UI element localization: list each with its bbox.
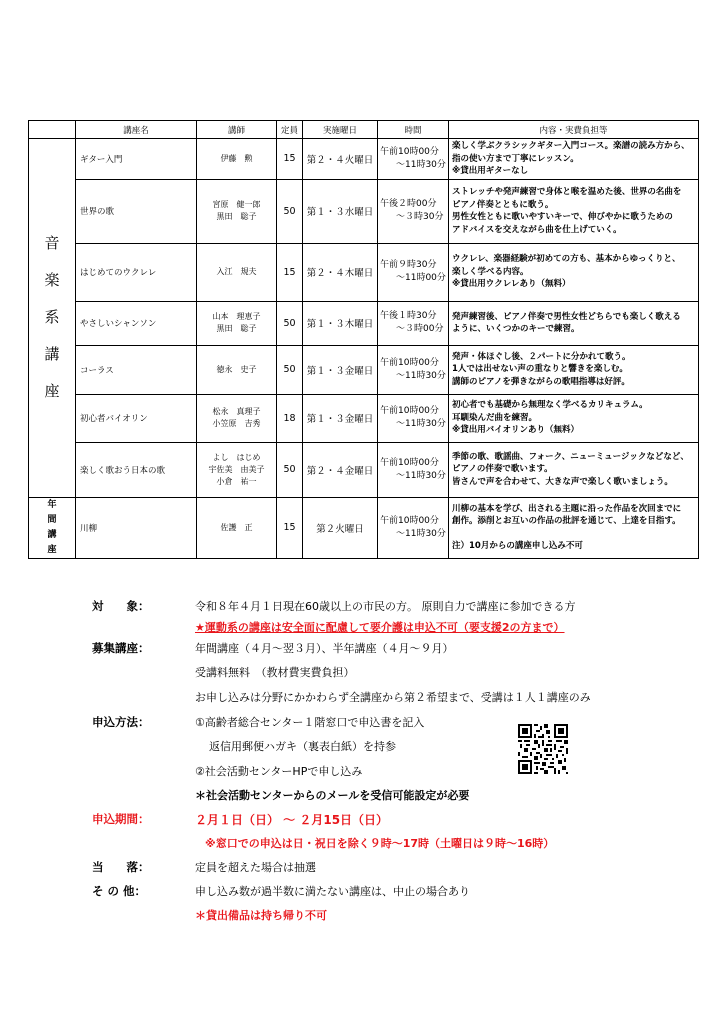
description-line: 皆さんで声を合わせて、大きな声で楽しく歌いましょう。 — [452, 476, 673, 487]
table-header-row — [29, 121, 699, 139]
course-row — [29, 243, 699, 301]
capacity: 15 — [277, 497, 303, 558]
method-note-row — [92, 787, 712, 809]
category-music — [29, 139, 76, 498]
header-day: 実施曜日 — [303, 121, 378, 139]
method-row — [92, 714, 712, 736]
other-label: そ の 他： — [92, 884, 147, 898]
description-line: 発声・体ほぐし後、２パートに分かれて歌う。 — [452, 351, 631, 362]
category-char: 座 — [47, 544, 57, 555]
other-note: ＊貸出備品は持ち帰り不可 — [195, 909, 327, 922]
category-annual — [29, 497, 76, 558]
time-end: ～11時30分 — [396, 419, 446, 429]
time-cell — [378, 345, 449, 394]
method-row-3 — [92, 763, 712, 785]
description-line: ストレッチや発声練習で身体と喉を温めた後、世界の名曲を — [452, 187, 682, 197]
course-row — [29, 345, 699, 394]
lottery-label: 当 落： — [92, 860, 150, 874]
period-note: ※窓口での申込は日・祝日を除く９時～17時（土曜日は９時～16時） — [205, 837, 555, 850]
recruit-row — [92, 640, 712, 662]
qr-code-icon[interactable] — [518, 724, 568, 774]
description-cell — [449, 394, 699, 442]
instructor-name: 黒田 聡子 — [216, 324, 257, 333]
instructor-name: 宇佐美 由美子 — [208, 464, 265, 474]
description-line: 楽しく学ぶクラシックギター入門コース。楽譜の読み方から、 — [452, 141, 690, 151]
target-note-row — [92, 619, 712, 641]
instructor-name: 宮原 健一郎 — [212, 200, 261, 209]
target-text: 令和８年４月１日現在60歳以上の市民の方。 原則自力で講座に参加できる方 — [195, 600, 576, 613]
category-char: 講 — [44, 345, 60, 364]
time-cell — [378, 139, 449, 180]
time-end: ～11時30分 — [396, 528, 446, 539]
course-row — [29, 179, 699, 243]
time-start: 午前10時00分 — [380, 357, 439, 368]
instructor-name: 小倉 祐一 — [216, 476, 257, 486]
instructor-name: 山本 理恵子 — [212, 312, 261, 321]
description-cell — [449, 497, 699, 558]
period-note-row — [92, 835, 712, 857]
description-cell — [449, 139, 699, 180]
description-line: 楽しく学べる内容。 — [452, 266, 529, 277]
time-end: ～３時30分 — [396, 212, 444, 222]
time-end: ～３時00分 — [396, 324, 444, 334]
target-note: ★運動系の講座は安全面に配慮して要介護は申込不可（要支援2の方まで） — [195, 621, 565, 634]
description-cell — [449, 301, 699, 345]
schedule-day: 第１・３水曜日 — [303, 179, 378, 243]
other-row — [92, 883, 712, 905]
header-course-name: 講座名 — [76, 121, 197, 139]
method-text-3: ②社会活動センターHPで申し込み — [195, 765, 363, 778]
instructor-cell — [197, 394, 277, 442]
capacity: 50 — [277, 179, 303, 243]
description-line: 初心者でも基礎から無理なく学べるカリキュラム。 — [452, 400, 648, 411]
capacity: 15 — [277, 139, 303, 180]
category-char: 系 — [44, 308, 60, 327]
time-end: ～11時30分 — [396, 159, 446, 170]
description-line: 創作。添削とお互いの作品の批評を通じて、上達を目指す。 — [452, 516, 681, 526]
course-row — [29, 301, 699, 345]
description-line: ※貸出用ギターなし — [452, 166, 529, 176]
course-name: 初心者バイオリン — [76, 394, 197, 442]
instructor-cell — [197, 301, 277, 345]
capacity: 50 — [277, 301, 303, 345]
recruit-row-3 — [92, 689, 712, 711]
category-char: 座 — [44, 382, 60, 401]
description-line: 注）10月からの講座申し込み不可 — [452, 541, 583, 551]
instructor-name: 入江 規夫 — [216, 267, 257, 276]
description-cell — [449, 179, 699, 243]
recruit-text-3: お申し込みは分野にかかわらず全講座から第２希望まで、受講は１人１講座のみ — [195, 691, 591, 704]
instructor-name: 松永 真理子 — [212, 407, 261, 416]
course-name: やさしいシャンソン — [76, 301, 197, 345]
schedule-day: 第２・４金曜日 — [303, 442, 378, 497]
header-time: 時間 — [378, 121, 449, 139]
schedule-day: 第１・３木曜日 — [303, 301, 378, 345]
instructor-name: 小笠原 吉秀 — [212, 419, 261, 428]
recruit-label: 募集講座： — [92, 641, 150, 655]
time-end: ～11時30分 — [396, 470, 446, 481]
method-row-2 — [92, 738, 712, 760]
other-note-row — [92, 907, 712, 929]
header-blank — [29, 121, 76, 139]
instructor-cell — [197, 139, 277, 180]
course-name: はじめてのウクレレ — [76, 243, 197, 301]
time-end: ～11時30分 — [396, 370, 446, 381]
description-line: 川柳の基本を学び、出される主題に沿った作品を次回までに — [452, 503, 682, 514]
course-row — [29, 497, 699, 558]
time-start: 午前10時00分 — [380, 457, 439, 468]
schedule-day: 第２・４木曜日 — [303, 243, 378, 301]
method-label: 申込方法： — [92, 715, 150, 729]
schedule-day: 第１・３金曜日 — [303, 345, 378, 394]
time-start: 午前10時00分 — [380, 515, 439, 526]
category-char: 音 — [44, 234, 60, 253]
capacity: 18 — [277, 394, 303, 442]
description-cell — [449, 243, 699, 301]
description-line: アドバイスを交えながら曲を仕上げていく。 — [452, 224, 622, 235]
instructor-cell — [197, 497, 277, 558]
time-start: 午後１時30分 — [380, 311, 437, 321]
header-instructor: 講師 — [197, 121, 277, 139]
header-description: 内容・実費負担等 — [449, 121, 699, 139]
time-end: ～11時00分 — [396, 273, 446, 283]
category-char: 間 — [47, 514, 57, 525]
schedule-day: 第２火曜日 — [303, 497, 378, 558]
lottery-text: 定員を超えた場合は抽選 — [195, 861, 316, 874]
time-cell — [378, 394, 449, 442]
instructor-cell — [197, 442, 277, 497]
time-cell — [378, 497, 449, 558]
target-label: 対 象： — [92, 599, 150, 613]
description-line: ように、いくつかのキーで練習。 — [452, 324, 580, 334]
period-text: ２月１日（日） ～ ２月15日（日） — [195, 813, 389, 827]
recruit-text-2: 受講料無料 （教材費実費負担） — [195, 666, 355, 679]
time-start: 午前10時00分 — [380, 406, 439, 416]
course-row — [29, 139, 699, 180]
instructor-name: 黒田 聡子 — [216, 212, 257, 221]
instructor-cell — [197, 345, 277, 394]
description-line — [452, 528, 695, 541]
description-line: 季節の歌、歌謡曲、フォーク、ニューミュージックなどなど、 — [452, 451, 689, 462]
description-line: ウクレレ、楽器経験が初めての方も、基本からゆっくりと、 — [452, 254, 681, 265]
description-line: 男性女性ともに歌いやすいキーで、伸びやかに歌うための — [452, 212, 673, 222]
description-line: ピアノ伴奏とともに歌う。 — [452, 199, 554, 210]
method-text-1: ①高齢者総合センター１階窓口で申込書を記入 — [195, 716, 425, 729]
description-line: ※貸出用ウクレレあり（無料） — [452, 279, 571, 290]
course-name: 川柳 — [76, 497, 197, 558]
time-cell — [378, 301, 449, 345]
description-line: 1人では出せない声の重なりと響きを楽しむ。 — [452, 364, 628, 375]
time-start: 午前10時00分 — [380, 146, 439, 157]
time-cell — [378, 243, 449, 301]
other-text: 申し込み数が過半数に満たない講座は、中止の場合あり — [195, 885, 470, 898]
course-row — [29, 394, 699, 442]
course-name: ギター入門 — [76, 139, 197, 180]
capacity: 50 — [277, 442, 303, 497]
capacity: 15 — [277, 243, 303, 301]
time-start: 午後２時00分 — [380, 199, 437, 209]
description-line: ピアノの伴奏で歌います。 — [452, 464, 553, 475]
course-table — [28, 120, 699, 559]
capacity: 50 — [277, 345, 303, 394]
course-row — [29, 442, 699, 497]
course-name: 楽しく歌おう日本の歌 — [76, 442, 197, 497]
recruit-text-1: 年間講座（４月～翌３月）、半年講座（４月～９月） — [195, 642, 454, 655]
method-note: ＊社会活動センターからのメールを受信可能設定が必要 — [195, 789, 470, 802]
description-cell — [449, 442, 699, 497]
time-cell — [378, 442, 449, 497]
description-line: 指の使い方まで丁寧にレッスン。 — [452, 153, 579, 164]
time-start: 午前９時30分 — [380, 260, 437, 270]
description-line: 講師のピアノを弾きながらの歌唱指導は好評。 — [452, 376, 630, 387]
instructor-name: 佐護 正 — [220, 522, 253, 532]
category-char: 講 — [47, 529, 57, 540]
target-row — [92, 598, 712, 620]
category-char: 年 — [47, 499, 57, 510]
description-cell — [449, 345, 699, 394]
instructor-name: 伊藤 勲 — [220, 153, 253, 163]
instructor-name: よし はじめ — [212, 452, 261, 462]
description-line: 発声練習後、ピアノ伴奏で男性女性どちらでも楽しく歌える — [452, 311, 681, 322]
instructor-cell — [197, 243, 277, 301]
method-text-2: 返信用郵便ハガキ（裏表白紙）を持参 — [209, 740, 396, 753]
schedule-day: 第１・３金曜日 — [303, 394, 378, 442]
course-name: 世界の歌 — [76, 179, 197, 243]
header-capacity: 定員 — [277, 121, 303, 139]
recruit-row-2 — [92, 664, 712, 686]
time-cell — [378, 179, 449, 243]
category-char: 楽 — [44, 271, 60, 290]
period-row — [92, 811, 712, 833]
schedule-day: 第２・４火曜日 — [303, 139, 378, 180]
lottery-row — [92, 859, 712, 881]
period-label: 申込期間： — [92, 812, 150, 826]
description-line: ※貸出用バイオリンあり（無料） — [452, 425, 580, 436]
instructor-cell — [197, 179, 277, 243]
instructor-name: 徳永 史子 — [216, 364, 257, 374]
description-line: 耳馴染んだ曲を練習。 — [452, 412, 538, 423]
course-name: コーラス — [76, 345, 197, 394]
